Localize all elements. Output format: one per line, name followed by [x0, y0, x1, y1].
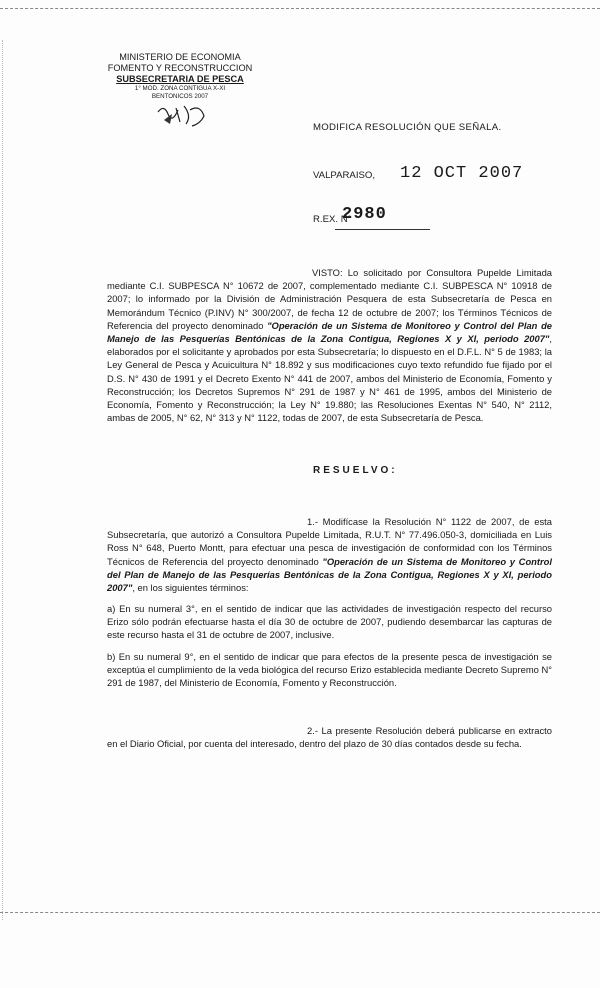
item-1-text-1: 1.- Modifícase la Resolución N° 1122 de 2007, de esta Subsecretaría, que autorizó a Consultora Pupelde Limitada, R.U.T. N° 77.496.050-3, domiciliada en Luis Ross N° 648, Puerto Montt, para efectuar una pesca de investigación de conformidad con los Términos Técnicos de Referencia del proyecto denominado: [107, 516, 552, 567]
item-1-project-title: "Operación de un Sistema de Monitoreo y Control del Plan de Manejo de las Pesquerías Bentónicas de la Zona Contigua, Regiones X y XI, periodo 2007": [107, 555, 553, 594]
subsecretaria-name: SUBSECRETARIA DE PESCA: [116, 74, 244, 84]
item-a-paragraph: a) En su numeral 3°, en el sentido de indicar que las actividades de investigación respecto del recurso Erizo sólo podrán efectuarse hasta el día 30 de octubre de 2007, pudiendo desembarcar las capturas de este recurso hasta el 31 de octubre de 2007, inclusive.: [107, 603, 552, 641]
item-2-paragraph: [107, 724, 552, 750]
scan-edge-left: [2, 40, 4, 920]
visto-paragraph: [107, 266, 552, 424]
item-2-text: 2.- La presente Resolución deberá publicarse en extracto en el Diario Oficial, por cuenta del interesado, dentro del plazo de 30 días contados desde su fecha.: [107, 725, 552, 750]
resolution-label: R.EX. N°: [313, 214, 352, 225]
ministry-name: MINISTERIO DE ECONOMIA: [119, 52, 241, 62]
reference-code-2: BENTONICOS 2007: [151, 93, 209, 100]
initials-signature: [150, 98, 220, 134]
reference-code: 1° MOD. ZONA CONTIGUA X-XI: [134, 85, 226, 92]
visto-text-2: , elaborados por el solicitante y aprobados por esta Subsecretaría; lo dispuesto en el D.F.L. N° 5 de 1983; la Ley General de Pesca y Acuicultura N° 18.892 y sus modificaciones cuyo texto refundido fue fijado por el D.S. N° 430 de 1991 y el Decreto Exento N° 441 de 2007, ambos del Ministerio de Economía, Fomento y Reconstrucción; los Decretos Supremos N° 291 de 1987 y N° 461 de 1995, ambos del Ministerio de Economía, Fomento y Reconstrucción; la Ley N° 19.880; las Resoluciones Exentas N° 540, N° 2112, ambas de 2005, N° 62, N° 313 y N° 1122, todas de 2007, de esta Subsecretaría de Pesca.: [107, 333, 552, 424]
resuelvo-heading: RESUELVO:: [313, 465, 398, 476]
visto-project-title: "Operación de un Sistema de Monitoreo y Control del Plan de Manejo de las Pesquerías Bentónicas de la Zona Contigua, Regiones X y XI, periodo 2007": [107, 319, 553, 345]
item-b-paragraph: b) En su numeral 9°, en el sentido de indicar que para efectos de la presente pesca de investigación se exceptúa el cumplimiento de la veda biológica del recurso Erizo establecida mediante Decreto Supremo N° 291 de 1987, del Ministerio de Economía, Fomento y Reconstrucción.: [107, 651, 552, 689]
letterhead: [80, 52, 280, 101]
date-stamp: 12 OCT 2007: [400, 164, 524, 183]
resolution-number: 2980: [342, 205, 387, 224]
ministry-name-2: FOMENTO Y RECONSTRUCCION: [107, 63, 253, 73]
item-1-paragraph: [107, 515, 552, 594]
place-label: VALPARAISO,: [313, 170, 376, 181]
document-subject: MODIFICA RESOLUCIÓN QUE SEÑALA.: [313, 122, 502, 133]
scan-edge-bottom: [0, 912, 600, 913]
visto-text-1: VISTO: Lo solicitado por Consultora Pupelde Limitada mediante C.I. SUBPESCA N° 10672 de 2007, complementado mediante C.I. SUBPESCA N° 10918 de 2007; lo informado por la División de Administración Pesquera de esta Subsecretaría de Pesca en Memorándum Técnico (P.INV) N° 300/2007, de fecha 12 de octubre de 2007; los Términos Técnicos de Referencia del proyecto denominado: [107, 267, 552, 331]
item-1-text-2: , en los siguientes términos:: [132, 582, 249, 594]
scan-edge-top: [0, 8, 600, 9]
number-underline: [335, 229, 430, 230]
